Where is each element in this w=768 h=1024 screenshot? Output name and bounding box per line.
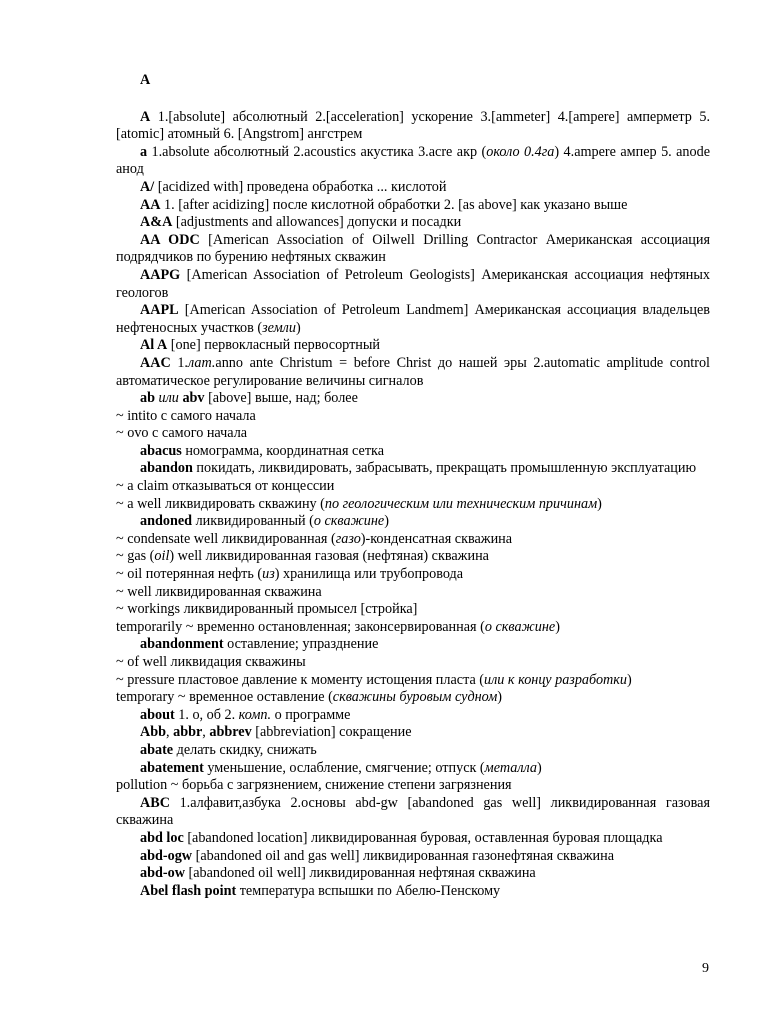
entry-text: , [166, 724, 174, 741]
entry-headword: AA [140, 196, 161, 213]
entry-text: 1. [170, 354, 188, 371]
dictionary-entry [116, 232, 710, 267]
entry-text: ~ ovo с самого начала [116, 425, 248, 442]
entry-text: ~ of well ликвидация скважины [116, 654, 306, 670]
entry-headword: abd-ow [140, 865, 185, 882]
entry-text: ~ a well ликвидировать скважину ( [116, 495, 325, 512]
dictionary-entry [116, 830, 710, 848]
entry-text: 1. о, об 2. [174, 706, 239, 723]
entry-headword: about [140, 706, 175, 723]
dictionary-subentry [116, 425, 710, 443]
entry-text: ) [384, 513, 389, 530]
dictionary-subentry [116, 408, 710, 426]
entry-italic-note: скважины буровым судном [332, 689, 498, 706]
entry-text: [abbreviation] сокращение [251, 724, 412, 741]
entry-italic-note: земли [262, 319, 296, 336]
entry-text: [American Association of Oilwell Drilling Contractor Американская ассоциация подрядчиков по бурению нефтяных скважин [116, 231, 710, 266]
entry-headword: ABC [140, 794, 170, 811]
dictionary-entry [116, 883, 710, 901]
entry-headword: andoned [140, 513, 193, 530]
dictionary-entry [116, 636, 710, 654]
entry-headword: abd-ogw [140, 847, 193, 864]
entry-headword: abatement [140, 759, 204, 776]
entry-text: [abandoned location] ликвидированная буровая, оставленная буровая площадка [183, 829, 663, 846]
entry-italic-note: из [262, 566, 275, 583]
dictionary-entry [116, 355, 710, 390]
dictionary-subentry [116, 548, 710, 566]
dictionary-entry [116, 337, 710, 355]
dictionary-entry [116, 848, 710, 866]
entry-headword: A [140, 108, 151, 125]
entry-text: [above] выше, над; более [204, 390, 358, 407]
entry-text: ) [295, 319, 301, 336]
dictionary-entry [116, 390, 710, 408]
entry-headword: AAPG [140, 266, 181, 283]
entry-text: о программе [271, 706, 351, 723]
entry-headword: AAC [140, 354, 171, 371]
entry-headword: AA ODC [140, 231, 200, 248]
entry-text: ) [555, 618, 560, 635]
entry-text: [abandoned oil and gas well] ликвидированная газонефтяная скважина [192, 847, 615, 864]
dictionary-subentry [116, 584, 710, 602]
dictionary-entry [116, 513, 710, 531]
entry-text: 1.[absolute] абсолютный 2.[acceleration] ускорение 3.[ammeter] 4.[ampere] амперметр 5. [atomic] атомный 6. [Angstrom] ангстрем [116, 108, 710, 143]
entry-text: ликвидированный ( [192, 513, 314, 530]
entry-headword: abate [140, 741, 174, 758]
entry-headword: A&A [140, 214, 173, 231]
entry-headword: Al A [140, 337, 168, 354]
dictionary-subentry [116, 689, 710, 707]
entry-headword: abbr [173, 724, 203, 741]
entry-text: [one] первокласный первосортный [167, 337, 380, 354]
dictionary-entry [116, 760, 710, 778]
entry-text: temporarily ~ временно остановленная; законсервированная ( [116, 618, 485, 635]
entry-italic-note: oil [154, 548, 170, 565]
dictionary-entry [116, 742, 710, 760]
page-number: 9 [702, 961, 709, 976]
entry-text: ~ well ликвидированная скважина [116, 583, 322, 600]
entry-text: ~ condensate well ликвидированная ( [116, 530, 336, 547]
entry-italic-note: лат. [187, 354, 216, 371]
entry-text: ~ oil потерянная нефть ( [116, 566, 263, 583]
dictionary-entry [116, 144, 710, 179]
entry-text: ) [497, 689, 502, 706]
entry-text: ) well ликвидированная газовая (нефтяная) скважина [169, 548, 489, 565]
entry-text: оставление; упразднение [223, 636, 379, 653]
entry-italic-note: комп. [238, 706, 272, 723]
dictionary-subentry [116, 619, 710, 637]
entry-headword: abv [182, 390, 205, 407]
entry-headword: A/ [140, 178, 155, 195]
entry-headword: Abel flash point [140, 882, 237, 899]
entry-text: [American Association of Petroleum Landmem] Американская ассоциация владельцев нефтеносных участков ( [116, 302, 710, 336]
entry-text: )-конденсатная скважина [360, 530, 513, 547]
entry-text: ) [536, 759, 542, 776]
entry-text: ) 4.ampere ампер 5. anode анод [116, 143, 711, 178]
entry-text: [American Association of Petroleum Geologists] Американская ассоциация нефтяных геологов [116, 266, 710, 301]
dictionary-subentry [116, 478, 710, 496]
dictionary-entry [116, 865, 710, 883]
dictionary-entry [116, 302, 710, 337]
entry-headword: ab [140, 390, 155, 407]
entry-italic-note: о скважине [313, 513, 385, 530]
entry-italic-note: или [158, 390, 179, 407]
dictionary-subentry [116, 496, 710, 514]
entry-text: температура вспышки по Абелю-Пенскому [236, 882, 501, 899]
entry-text: уменьшение, ослабление, смягчение; отпуск ( [203, 759, 485, 776]
entry-text: [adjustments and allowances] допуски и посадки [172, 214, 462, 231]
section-letter-heading: A [140, 72, 151, 88]
entry-headword: abacus [140, 442, 182, 459]
entry-text: делать скидку, снижать [173, 741, 317, 758]
entry-headword: AAPL [140, 302, 179, 319]
dictionary-entry [116, 724, 710, 742]
entry-text: anno ante Christum = before Christ до нашей эры 2.automatic amplitude control автоматическое регулирование величины сигналов [116, 354, 710, 389]
entry-text: ~ intito с самого начала [116, 407, 256, 424]
dictionary-subentry [116, 654, 710, 672]
dictionary-subentry [116, 566, 710, 584]
entry-text: 1. [after acidizing] после кислотной обработки 2. [as above] как указано выше [160, 196, 628, 213]
dictionary-entry [116, 179, 710, 197]
entry-italic-note: или к концу разработки [484, 671, 628, 688]
entry-headword: abandon [140, 460, 193, 477]
dictionary-entries [116, 109, 710, 901]
entry-headword: abd loc [140, 829, 184, 846]
dictionary-entry [116, 109, 710, 144]
dictionary-entry [116, 197, 710, 215]
entry-text: ~ gas ( [116, 548, 155, 565]
entry-text: ) хранилища или трубопровода [274, 566, 464, 583]
entry-text: [acidized with] проведена обработка ... кислотой [154, 178, 447, 195]
entry-text: [abandoned oil well] ликвидированная нефтяная скважина [184, 865, 536, 882]
entry-text: ~ pressure пластовое давление к моменту истощения пласта ( [116, 671, 485, 688]
entry-italic-note: металла [484, 759, 537, 776]
dictionary-subentry [116, 601, 710, 619]
entry-text: pollution ~ борьба с загрязнением, снижение степени загрязнения [116, 777, 512, 794]
entry-text: ~ a claim отказываться от концессии [116, 478, 335, 495]
entry-text: ) [597, 495, 602, 512]
entry-text: , [202, 724, 210, 741]
dictionary-entry [116, 214, 710, 232]
entry-headword: abandonment [140, 636, 224, 653]
dictionary-subentry [116, 672, 710, 690]
entry-italic-note: газо [335, 530, 361, 547]
entry-text: ) [627, 671, 632, 688]
dictionary-subentry [116, 777, 710, 795]
dictionary-entry [116, 460, 710, 478]
entry-italic-note: по геологическим или техническим причинам [324, 495, 598, 512]
entry-text: ~ workings ликвидированный промысел [стройка] [116, 601, 418, 618]
dictionary-entry [116, 795, 710, 830]
entry-headword: abbrev [209, 724, 252, 741]
entry-text: temporary ~ временное оставление ( [116, 689, 333, 706]
page-content [116, 72, 710, 900]
dictionary-entry [116, 443, 710, 461]
entry-headword: Abb [140, 724, 167, 741]
dictionary-subentry [116, 531, 710, 549]
dictionary-entry [116, 267, 710, 302]
entry-text: 1.absolute абсолютный 2.acoustics акустика 3.acre акр ( [147, 143, 487, 160]
dictionary-entry [116, 707, 710, 725]
entry-italic-note: о скважине [484, 618, 556, 635]
entry-headword: a [140, 143, 148, 160]
entry-text: номограмма, координатная сетка [181, 442, 384, 459]
entry-italic-note: около 0.4га [486, 143, 555, 160]
entry-text: 1.алфавит,азбука 2.основы abd-gw [abandoned gas well] ликвидированная газовая скважина [116, 794, 710, 829]
entry-text: покидать, ликвидировать, забрасывать, прекращать промышленную эксплуатацию [192, 460, 697, 477]
